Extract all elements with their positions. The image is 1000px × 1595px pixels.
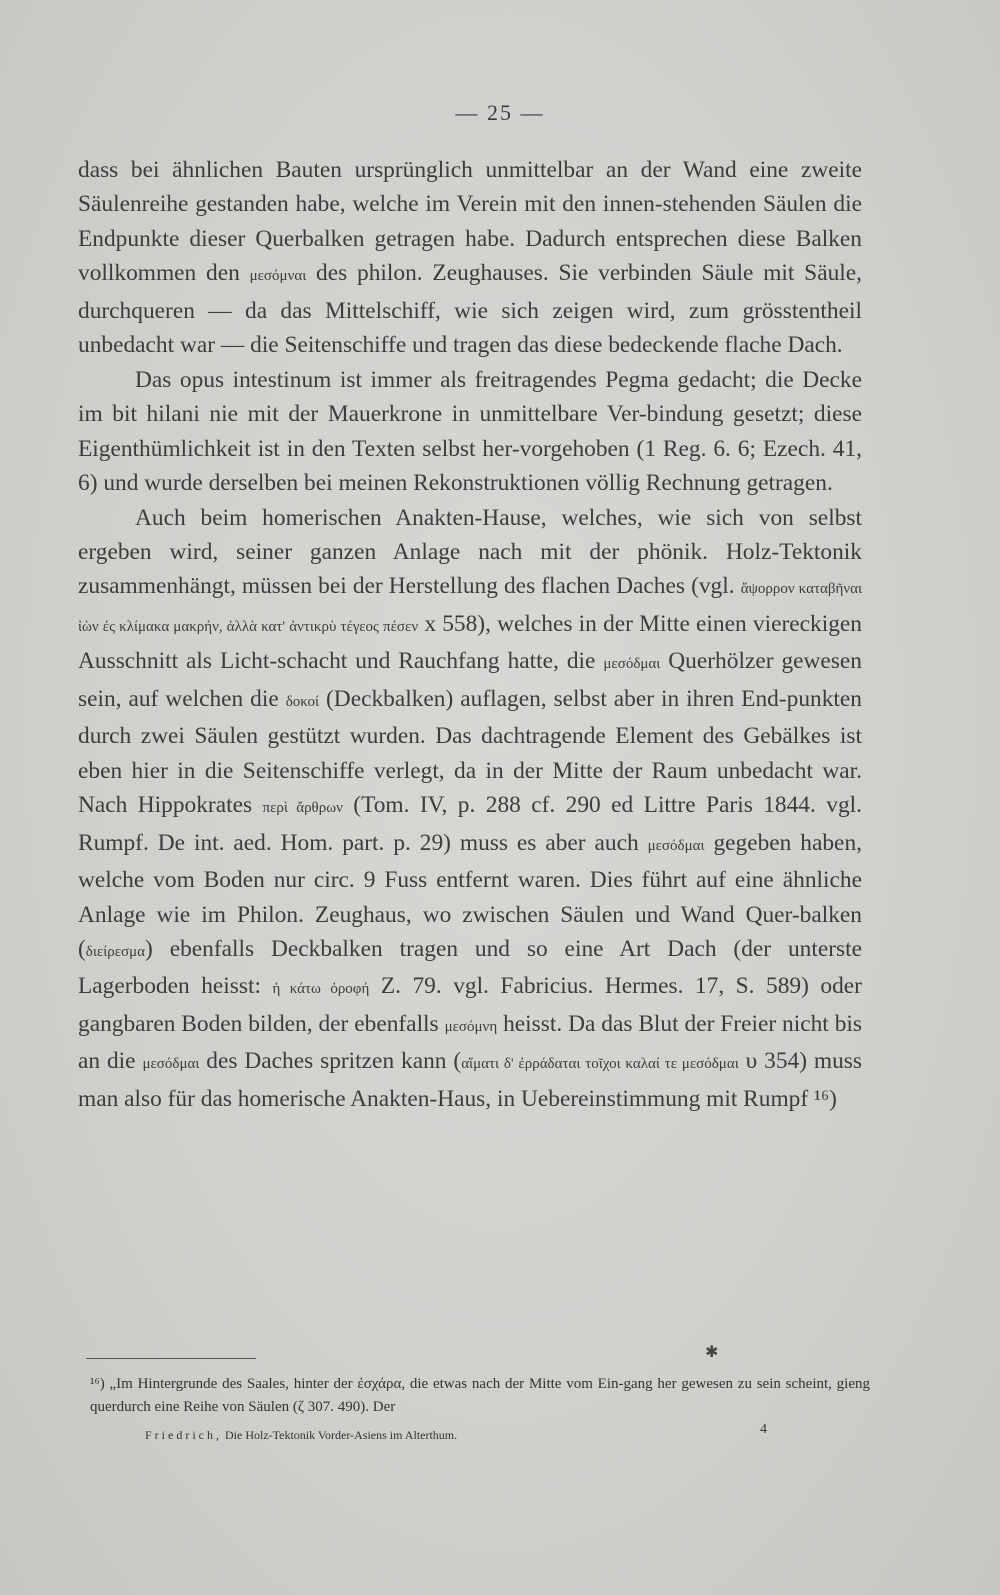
text-run: Querhölzer gewesen sein, auf welchen die	[78, 648, 862, 712]
greek-term: μεσόδμαι	[142, 1056, 200, 1073]
text-run: x 558), welches in der Mitte einen viereckigen Ausschnitt als Licht-schacht und Rauchfang hatte, die	[78, 610, 862, 675]
greek-term: μεσόδμαι	[603, 656, 661, 673]
text-run: Auch beim homerischen Anakten-Hause, welches, wie sich von selbst ergeben wird, seiner ganzen Anlage nach mit der phönik. Holz-Tektonik zusammenhängt, müssen bei der Herstellung des flachen Daches (vgl.	[78, 504, 862, 600]
text-run: υ 354) muss man also für das homerische Anakten-Haus, in Uebereinstimmung mit Rumpf ¹⁶)	[78, 1048, 862, 1112]
text-run: heisst. Da das Blut der Freier nicht bis an die	[78, 1010, 862, 1075]
text-run: , die etwas nach der Mitte vom Ein-gang her gewesen zu sein scheint, gieng querdurch eine Reihe von Säulen (ζ 307. 490). Der	[90, 1376, 871, 1415]
text-run: dass bei ähnlichen Bauten ursprünglich unmittelbar an der Wand eine zweite Säulenreihe gestanden habe, welche im Verein mit den innen-stehenden Säulen die Endpunkte dieser Querbalken getragen habe. Dadurch entsprechen diese Balken vollkommen den	[78, 157, 862, 287]
signature-author: Friedrich,	[145, 1428, 222, 1442]
paragraph	[78, 501, 862, 1117]
greek-term: μεσόδμαι	[647, 837, 705, 854]
greek-term: μεσόμνη	[444, 1018, 498, 1035]
main-text	[78, 153, 862, 1116]
greek-term: μεσόμναι	[249, 268, 307, 285]
greek-term: ἡ κάτω ὀροφή	[272, 981, 370, 998]
greek-term: ἄψορρον καταβῆναι ἰὼν ἐς κλίμακα μακρήν, ἀλλὰ κατ' ἀντικρὺ τέγεος πέσεν	[78, 581, 862, 635]
paragraph	[78, 363, 862, 501]
greek-term: περὶ ἄρθρων	[262, 800, 343, 817]
footnote	[90, 1373, 870, 1419]
signature-title: Die Holz-Tektonik Vorder-Asiens im Alterthum.	[225, 1428, 458, 1442]
page-number: — 25 —	[455, 100, 545, 125]
text-run: (Tom. IV, p. 288 cf. 290 ed Littre Paris 1844. vgl. Rumpf. De int. aed. Hom. part. p. 29) muss es aber auch	[78, 792, 862, 856]
signature-line	[145, 1428, 785, 1443]
text-run: ¹⁶) „Im Hintergrunde des Saales, hinter der	[90, 1376, 358, 1392]
greek-term: δοκοί	[285, 693, 320, 710]
text-run: ) ebenfalls Deckbalken tragen und so eine Art Dach (der unterste Lagerboden heisst:	[78, 935, 862, 1000]
text-run: gegeben haben, welche vom Boden nur circ. 9 Fuss entfernt waren. Dies führt auf eine ähnliche Anlage wie im Philon. Zeughaus, wo zwischen Säulen und Wand Quer-balken (	[78, 829, 862, 962]
text-run: (Deckbalken) auflagen, selbst aber in ihren End-punkten durch zwei Säulen gestützt wurden. Das dachtragende Element des Gebälkes ist eben hier in die Seitenschiffe verlegt, da in der Mitte der Raum unbedacht war. Nach Hippokrates	[78, 685, 862, 819]
signature-sheet-number: 4	[760, 1422, 767, 1437]
text-run: Das opus intestinum ist immer als freitragendes Pegma gedacht; die Decke im bit hilani nie mit der Mauerkrone in unmittelbare Ver-bindung gesetzt; diese Eigenthümlichkeit ist in den Texten selbst her-vorgehoben (1 Reg. 6. 6; Ezech. 41, 6) und wurde derselben bei meinen Rekonstruktionen völlig Rechnung getragen.	[78, 366, 862, 497]
text-run: des philon. Zeughauses. Sie verbinden Säule mit Säule, durchqueren — da das Mittelschiff, wie sich zeigen wird, zum grösstentheil unbedacht war — die Seitenschiffe und tragen das diese bedeckende flache Dach.	[78, 260, 862, 359]
ink-mark: ✱	[705, 1342, 719, 1361]
text-run: des Daches spritzen kann (	[199, 1048, 462, 1075]
greek-term: αἵματι δ' ἐρράδαται τοῖχοι καλαί τε μεσόδμαι	[461, 1056, 739, 1073]
paragraph	[78, 153, 862, 363]
greek-term: διείρεσμα	[85, 943, 146, 960]
greek-term: ἐσχάρα	[357, 1376, 402, 1392]
footnote-rule	[86, 1358, 256, 1359]
footnote-text	[90, 1373, 870, 1419]
text-run: Z. 79. vgl. Fabricius. Hermes. 17, S. 589) oder gangbaren Boden bilden, der ebenfalls	[78, 973, 862, 1037]
